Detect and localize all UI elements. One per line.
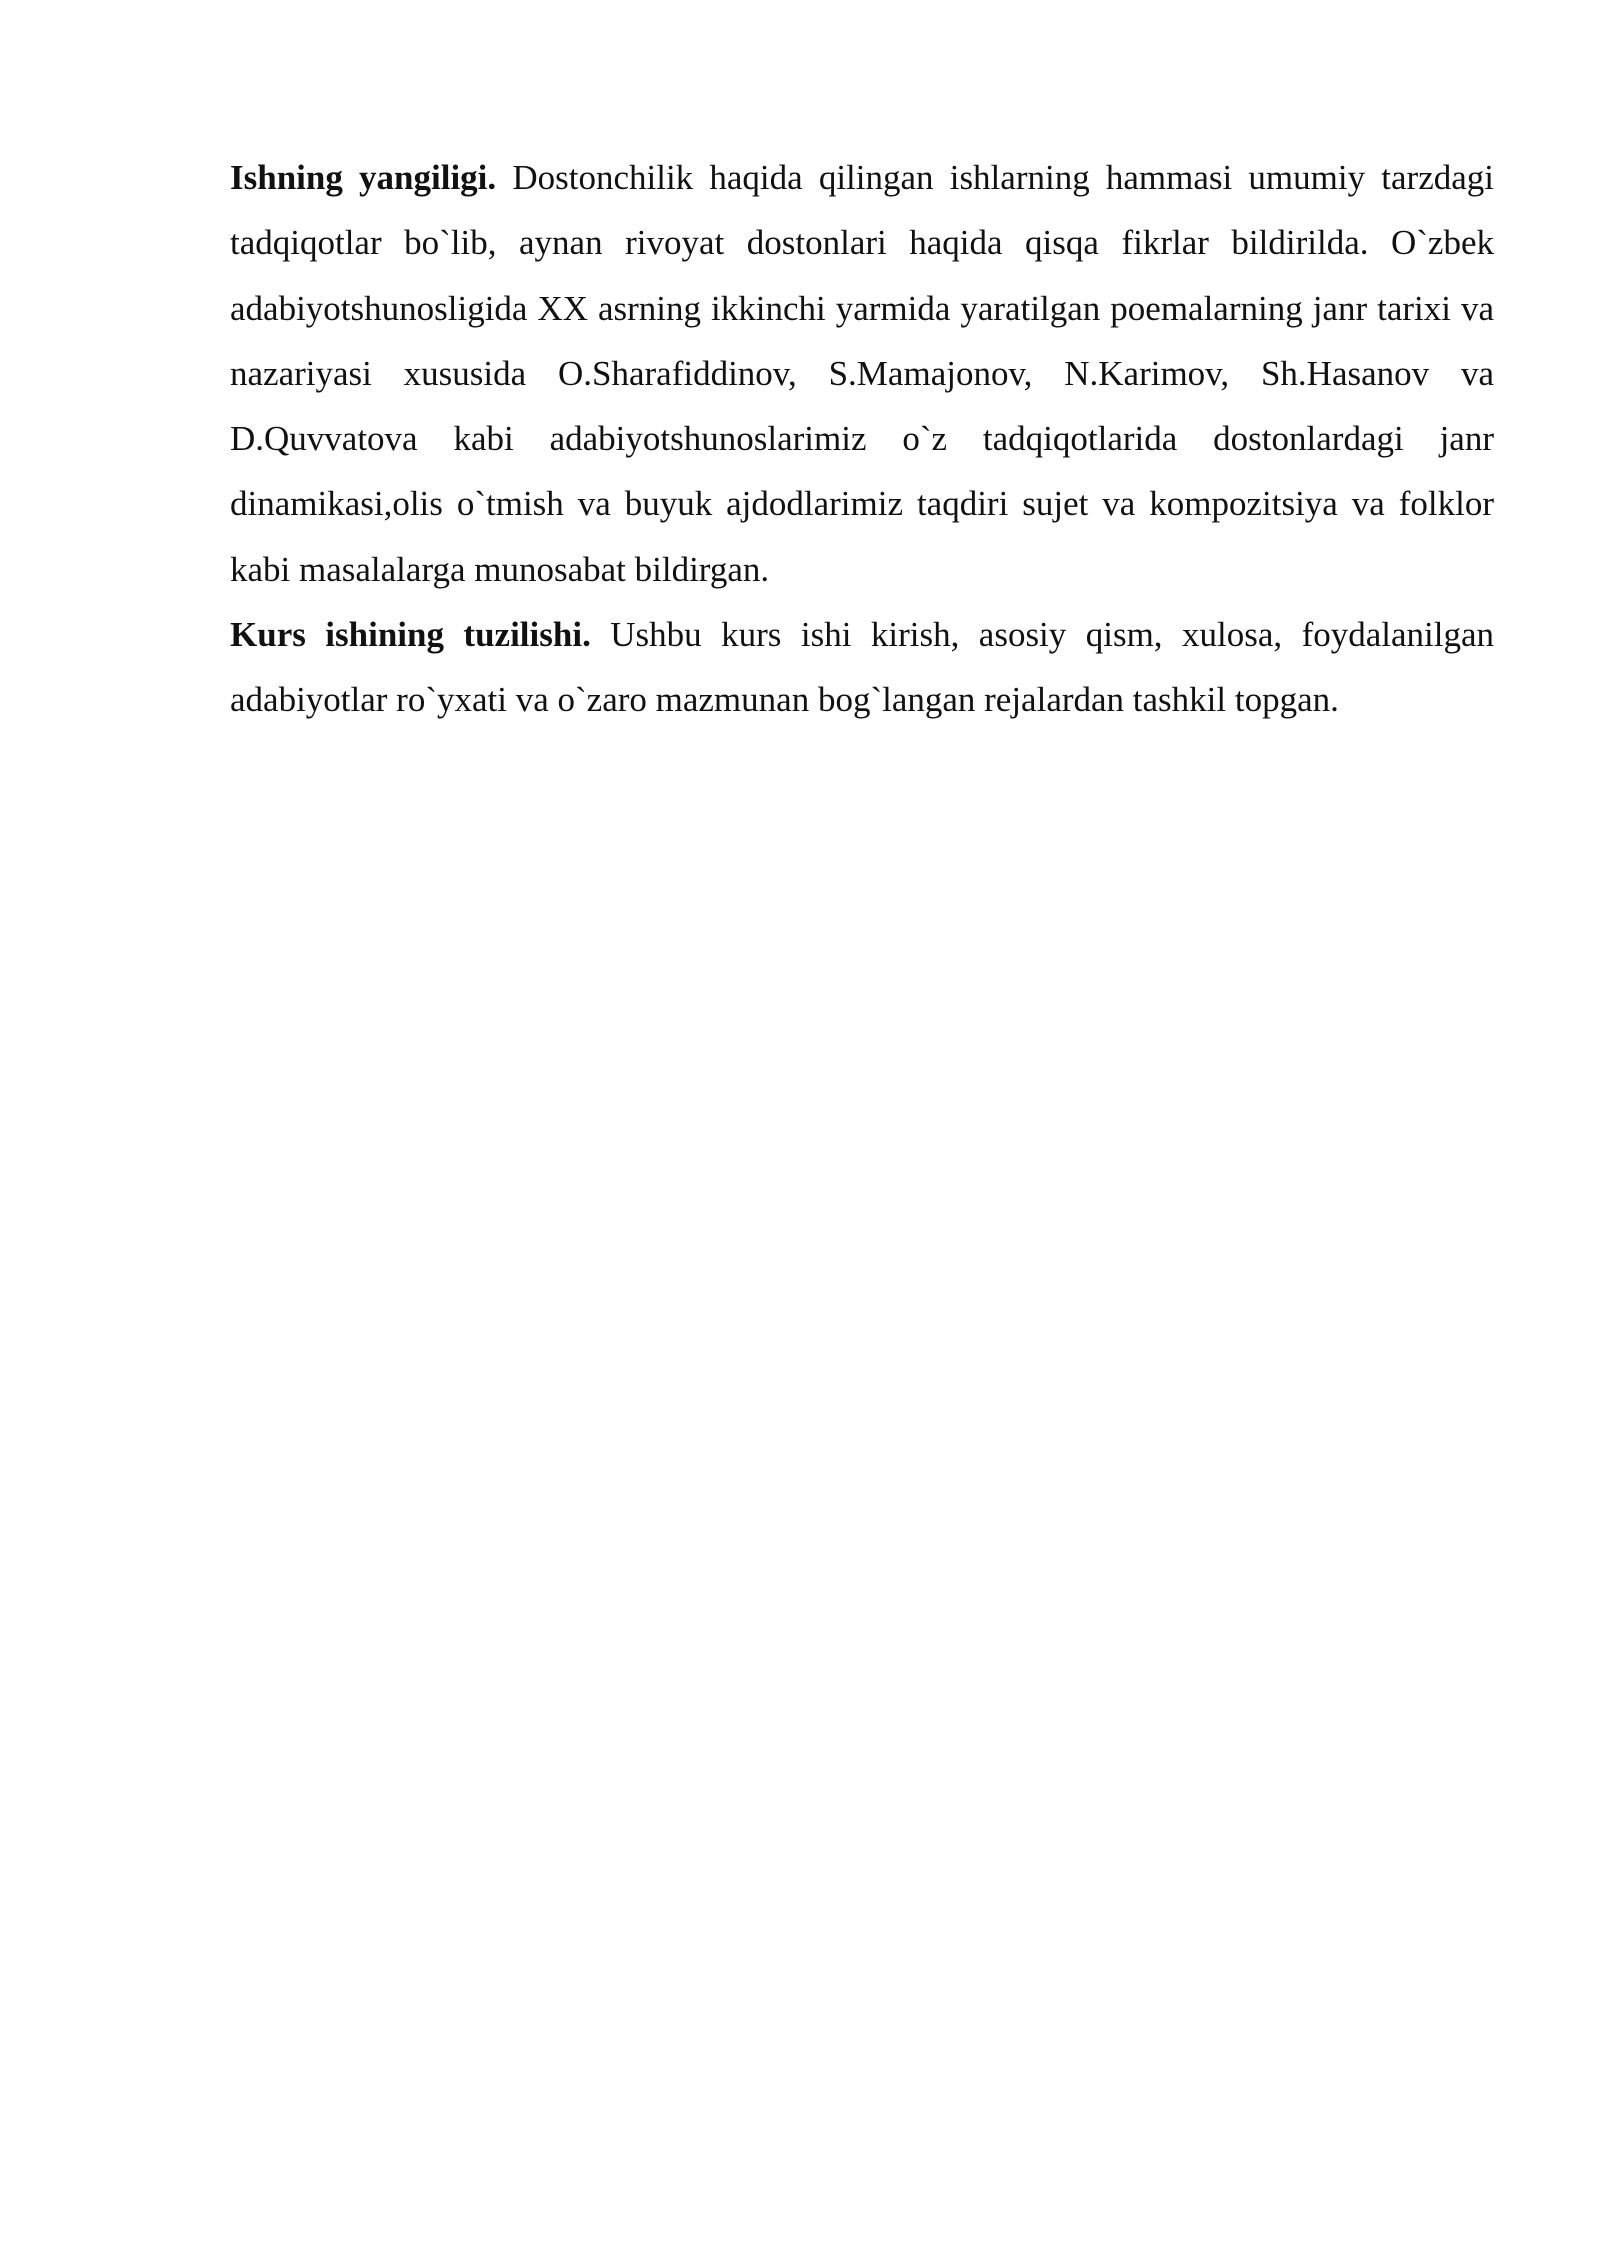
paragraph-heading-novelty: Ishning yangiligi. [230,158,497,197]
paragraph-novelty [230,145,1494,602]
paragraph-structure [230,602,1494,733]
paragraph-heading-structure: Kurs ishining tuzilishi. [230,615,591,655]
paragraph-text-novelty: Dostonchilik haqida qilingan ishlarning hammasi umumiy tarzdagi tadqiqotlar bo`lib, aynan rivoyat dostonlari haqida qisqa fikrlar bildirilda. O`zbek adabiyotshunosligida XX asrning ikkinchi yarmida yaratilgan poemalarning janr tarixi va nazariyasi xususida O.Sharafiddinov, S.Mamajonov, N.Karimov, Sh.Hasanov va D.Quvvatova kabi adabiyotshunoslarimiz o`z tadqiqotlarida dostonlardagi janr dinamikasi,olis o`tmish va buyuk ajdodlarimiz taqdiri sujet va kompozitsiya va folklor kabi masalalarga munosabat bildirgan. [230,158,1494,589]
document-body [230,145,1494,733]
paragraph-text-structure: Ushbu kurs ishi kirish, asosiy qism, xulosa, foydalanilgan adabiyotlar ro`yxati va o`zaro mazmunan bog`langan rejalardan tashkil topgan. [230,615,1495,720]
